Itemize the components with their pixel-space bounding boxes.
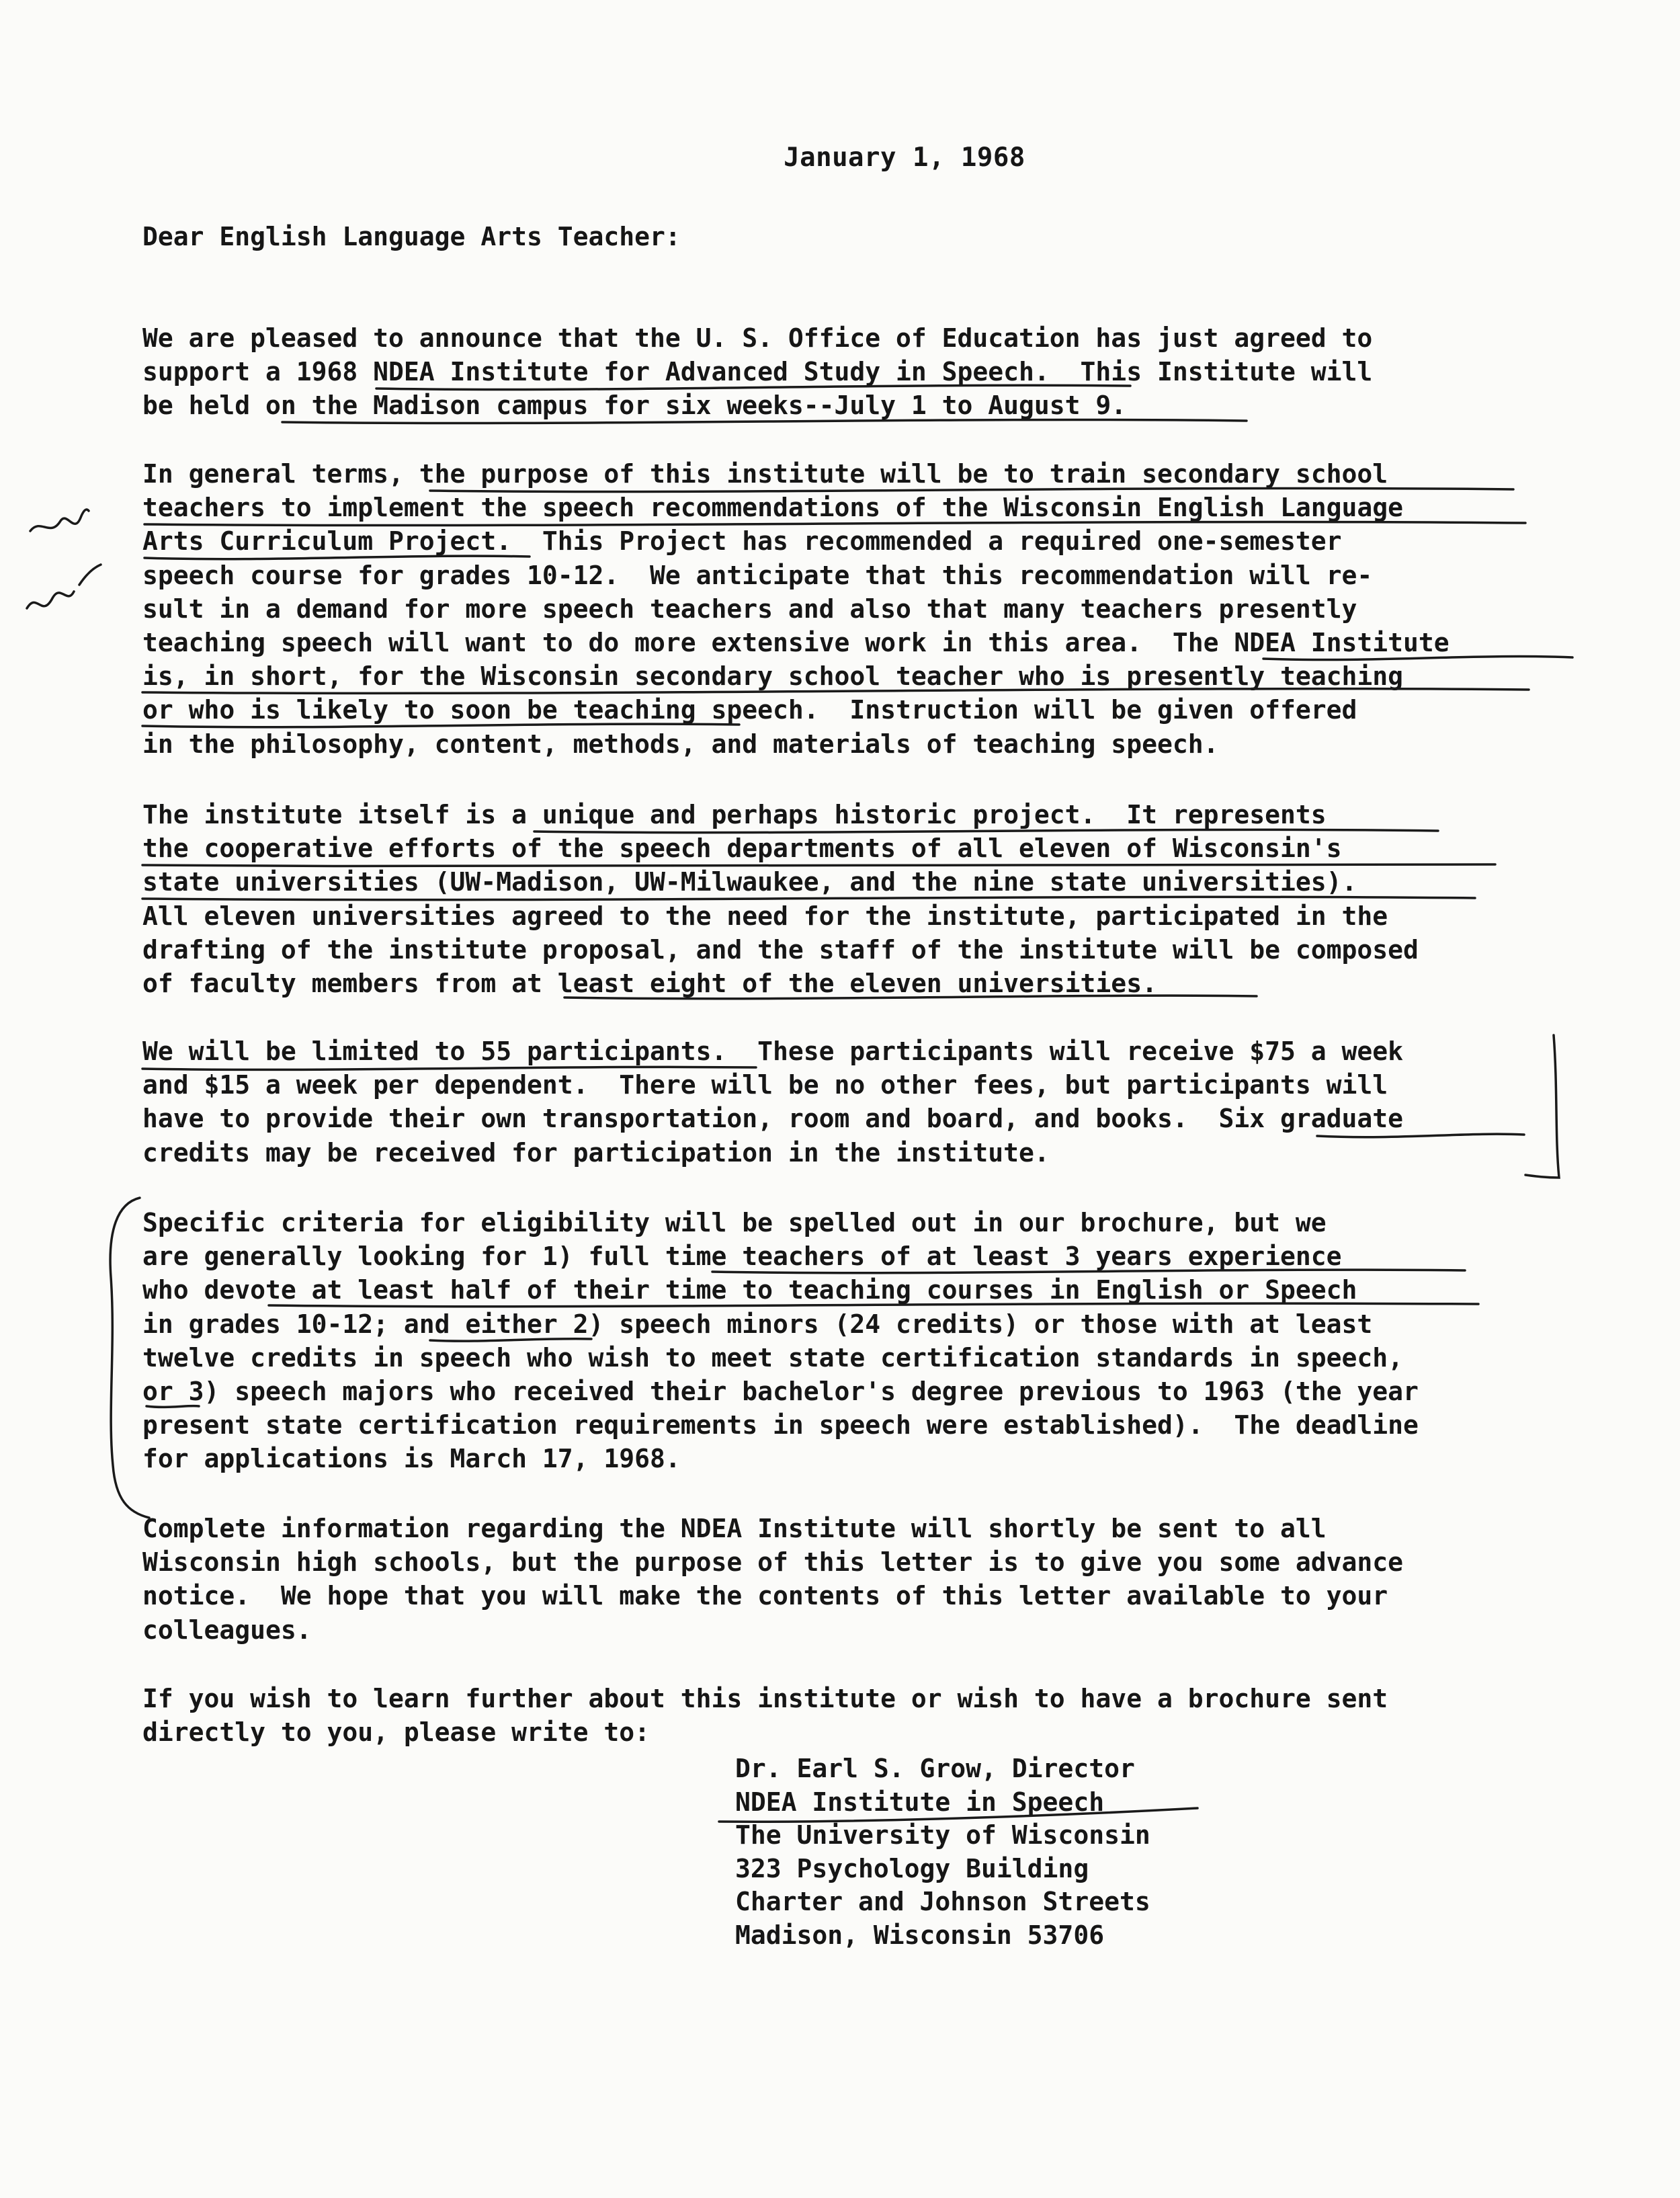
text-line: In general terms, the purpose of this institute will be to train secondary school [142, 459, 1388, 489]
text-line: speech course for grades 10-12. We anticipate that this recommendation will re- [142, 560, 1373, 590]
text-line: We will be limited to 55 participants. These participants will receive $75 a week [142, 1036, 1403, 1066]
text-line: support a 1968 NDEA Institute for Advanced Study in Speech. This Institute will [142, 357, 1373, 387]
paragraph-announcement [142, 321, 1527, 423]
text-line: Complete information regarding the NDEA Institute will shortly be sent to all [142, 1514, 1327, 1543]
text-line: The institute itself is a unique and perhaps historic project. It represents [142, 800, 1327, 829]
letter-date: January 1, 1968 [784, 143, 1025, 173]
address-line: 323 Psychology Building [735, 1853, 1089, 1883]
text-line: twelve credits in speech who wish to meet state certification standards in speech, [142, 1342, 1403, 1373]
text-line: Arts Curriculum Project. This Project has recommended a required one-semester [142, 526, 1342, 557]
text-line: the cooperative efforts of the speech departments of all eleven of Wisconsin's [142, 833, 1342, 864]
text-line: be held on the Madison campus for six weeks--July 1 to August 9. [142, 391, 1127, 421]
paragraph-cooperation [142, 798, 1527, 1000]
paragraph-information [142, 1512, 1527, 1647]
address-line: The University of Wisconsin [735, 1820, 1150, 1850]
paragraph-participants [142, 1034, 1527, 1170]
text-line: for applications is March 17, 1968. [142, 1444, 681, 1474]
address-line: Madison, Wisconsin 53706 [735, 1920, 1105, 1950]
salutation: Dear English Language Arts Teacher: [142, 222, 681, 251]
address-line: Charter and Johnson Streets [735, 1887, 1150, 1916]
text-line: in the philosophy, content, methods, and materials of teaching speech. [142, 729, 1219, 759]
text-line: present state certification requirements in speech were established). The deadline [142, 1410, 1419, 1440]
address-line: Dr. Earl S. Grow, Director [735, 1754, 1135, 1783]
text-line: Specific criteria for eligibility will be spelled out in our brochure, but we [142, 1208, 1327, 1237]
paragraph-purpose [142, 457, 1527, 761]
text-line: are generally looking for 1) full time teachers of at least 3 years experience [142, 1242, 1342, 1272]
text-line: is, in short, for the Wisconsin secondary school teacher who is presently teaching [142, 661, 1403, 692]
text-line: who devote at least half of their time to teaching courses in English or Speech [142, 1275, 1357, 1305]
text-line: of faculty members from at least eight of the eleven universities. [142, 968, 1157, 998]
text-line: teachers to implement the speech recommendations of the Wisconsin English Language [142, 493, 1403, 523]
text-line: notice. We hope that you will make the contents of this letter available to your [142, 1581, 1388, 1611]
bracket-mark [1525, 1035, 1559, 1178]
text-line: or who is likely to soon be teaching speech. Instruction will be given offered [142, 695, 1357, 725]
paragraph-eligibility [142, 1206, 1527, 1476]
text-line: Wisconsin high schools, but the purpose of this letter is to give you some advance [142, 1547, 1403, 1578]
margin-scribble [79, 565, 101, 585]
text-line: credits may be received for participation in the institute. [142, 1137, 1050, 1168]
text-line: teaching speech will want to do more extensive work in this area. The NDEA Institute [142, 627, 1450, 657]
paragraph-contact [142, 1682, 1527, 1749]
margin-scribble [27, 592, 74, 608]
text-line: drafting of the institute proposal, and the staff of the institute will be composed [142, 934, 1419, 965]
text-line: in grades 10-12; and either 2) speech minors (24 credits) or those with at least [142, 1309, 1373, 1339]
text-line: We are pleased to announce that the U. S. Office of Education has just agreed to [142, 323, 1373, 353]
text-line: directly to you, please write to: [142, 1717, 650, 1748]
text-line: sult in a demand for more speech teachers and also that many teachers presently [142, 594, 1357, 624]
text-line: If you wish to learn further about this institute or wish to have a brochure sent [142, 1684, 1388, 1713]
margin-scribble [30, 510, 89, 531]
text-line: or 3) speech majors who received their bachelor's degree previous to 1963 (the year [142, 1376, 1419, 1406]
text-line: state universities (UW-Madison, UW-Milwaukee, and the nine state universities). [142, 867, 1357, 897]
text-line: All eleven universities agreed to the need for the institute, participated in the [142, 901, 1388, 931]
mailing-address [735, 1752, 1150, 1952]
text-line: have to provide their own transportation, room and board, and books. Six graduate [142, 1104, 1403, 1134]
address-line: NDEA Institute in Speech [735, 1787, 1105, 1817]
text-line: colleagues. [142, 1615, 312, 1645]
text-line: and $15 a week per dependent. There will be no other fees, but participants will [142, 1070, 1388, 1100]
